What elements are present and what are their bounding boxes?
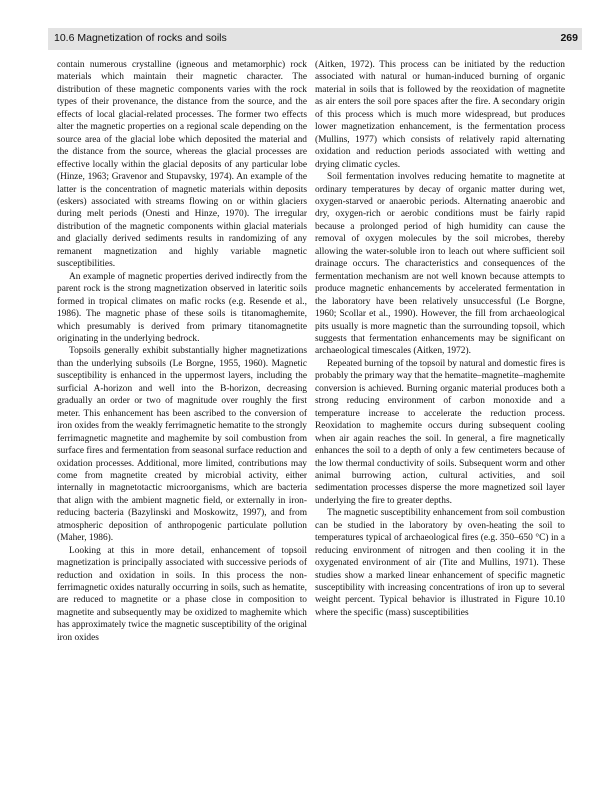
paragraph: An example of magnetic properties derived indirectly from the parent rock is the strong magnetization observed in lateritic soils formed in tropical climates on mafic rocks (e.g. Resende et al., 1986). The magnetic phase of these soils is titanomaghemite, which presumably is derived from primary titanomagnetite originating in the underlying bedrock. bbox=[57, 271, 307, 344]
paragraph: Topsoils generally exhibit substantially higher magnetizations than the underlying subsoils (Le Borgne, 1955, 1960). Magnetic susceptibility is enhanced in the uppermost layers, including the surficial A-horizon and well into the B-horizon, decreasing gradually an order or two of magnitude over roughly the first meter. This enhancement has been ascribed to the conversion of iron oxides from the weakly ferrimagnetic hematite to the strongly ferrimagnetic magnetite and maghemite by soil combustion from surface fires and fermentation from seasonal surface reduction and oxidation processes. Additional, more limited, contributions may come from magnetite created by microbial activity, either internally in magnetotactic microorganisms, which are bacteria that align with the ambient magnetic field, or externally in iron-reducing bacteria (Bazylinski and Moskowitz, 1997), and from atmospheric deposition of anthropogenic particulate pollution (Maher, 1986). bbox=[57, 346, 307, 544]
paragraph: Looking at this in more detail, enhancement of topsoil magnetization is principally associated with successive periods of reduction and oxidation in soils. In this process the non-ferrimagnetic oxides naturally occurring in soils, such as hematite, are reduced to magnetite or a phase close in composition to magnetite and subsequently may be oxidized to maghemite which has approximately twice the magnetic susceptibility of the original iron oxides bbox=[57, 545, 307, 643]
paragraph: The magnetic susceptibility enhancement from soil combustion can be studied in the laboratory by oven-heating the soil to temperatures typical of archaeological fires (e.g. 350–650 °C) in a reducing environment of nitrogen and then cooling it in the oxygenated environment of air (Tite and Mullins, 1971). These studies show a marked linear enhancement of specific magnetic susceptibility with increasing concentrations of iron up to several weight percent. Typical behavior is illustrated in Figure 10.10 where the specific (mass) susceptibilities bbox=[315, 508, 565, 618]
paragraph: contain numerous crystalline (igneous and metamorphic) rock materials which maintain their magnetic character. The distribution of these magnetic components varies with the rock types of their provenance, the distance from the source, and the effects of local glacial-related processes. The former two effects alter the magnetic properties on a regional scale depending on the source area of the glacial lobe which deposited the material and the distance from the source, whereas the glacial processes are effective locally within the glacial deposits of any particular lobe (Hinze, 1963; Gravenor and Stupavsky, 1974). An example of the latter is the concentration of magnetic materials within deposits (eskers) associated with streams flowing on or within glaciers during melt periods (Onesti and Hinze, 1970). The irregular distribution of the magnetic components within glacial materials and glacially derived sediments results in randomizing of any remanent magnetization and highly variable magnetic susceptibilities. bbox=[57, 60, 307, 270]
left-column bbox=[57, 59, 307, 644]
right-column bbox=[315, 59, 565, 619]
page-number: 269 bbox=[560, 32, 578, 44]
section-title: 10.6 Magnetization of rocks and soils bbox=[54, 32, 227, 44]
paragraph: (Aitken, 1972). This process can be initiated by the reduction associated with natural or human-induced burning of organic material in soils that is followed by the reoxidation of magnetite as air enters the soil pore spaces after the fire. A secondary origin of this process which is much more widespread, but produces lower magnetization enhancement, is the fermentation process (Mullins, 1977) which consists of relatively rapid alternating oxidation and reduction periods associated with wetting and drying climatic cycles. bbox=[315, 60, 565, 170]
paragraph: Repeated burning of the topsoil by natural and domestic fires is probably the primary way that the hematite–magnetite–maghemite conversion is achieved. Burning organic material produces both a strong reducing environment of carbon monoxide and a temperature increase to accelerate the reduction process. Reoxidation to maghemite occurs during subsequent cooling when air again reaches the soil. In general, a fire magnetically enhances the soil to a depth of only a few centimeters because of the low thermal conductivity of soils. Subsequent worm and other animal burrowing action, cultural activities, and soil sedimentation processes disperse the more magnetized soil layer underlying the fire to greater depths. bbox=[315, 358, 565, 506]
running-header bbox=[48, 28, 582, 50]
paragraph: Soil fermentation involves reducing hematite to magnetite at ordinary temperatures by decay of organic matter during wet, oxygen-starved or anaerobic periods. Alternating anaerobic and dry, oxygen-rich or aerobic conditions must be fairly rapid because a prolonged period of high humidity can cause the removal of oxygen molecules by the soil microbes, thereby allowing the water-soluble iron to leach out where sufficient soil drainage occurs. The characteristics and consequences of the fermentation mechanism are not well known because attempts to produce magnetic enhancements by accelerated fermentation in the laboratory have been relatively unsuccessful (Le Borgne, 1960; Scollar et al., 1990). However, the fill from archaeological pits usually is more magnetic than the surrounding topsoil, which suggests that fermentation enhancements may be significant on archaeological timescales (Aitken, 1972). bbox=[315, 172, 565, 357]
